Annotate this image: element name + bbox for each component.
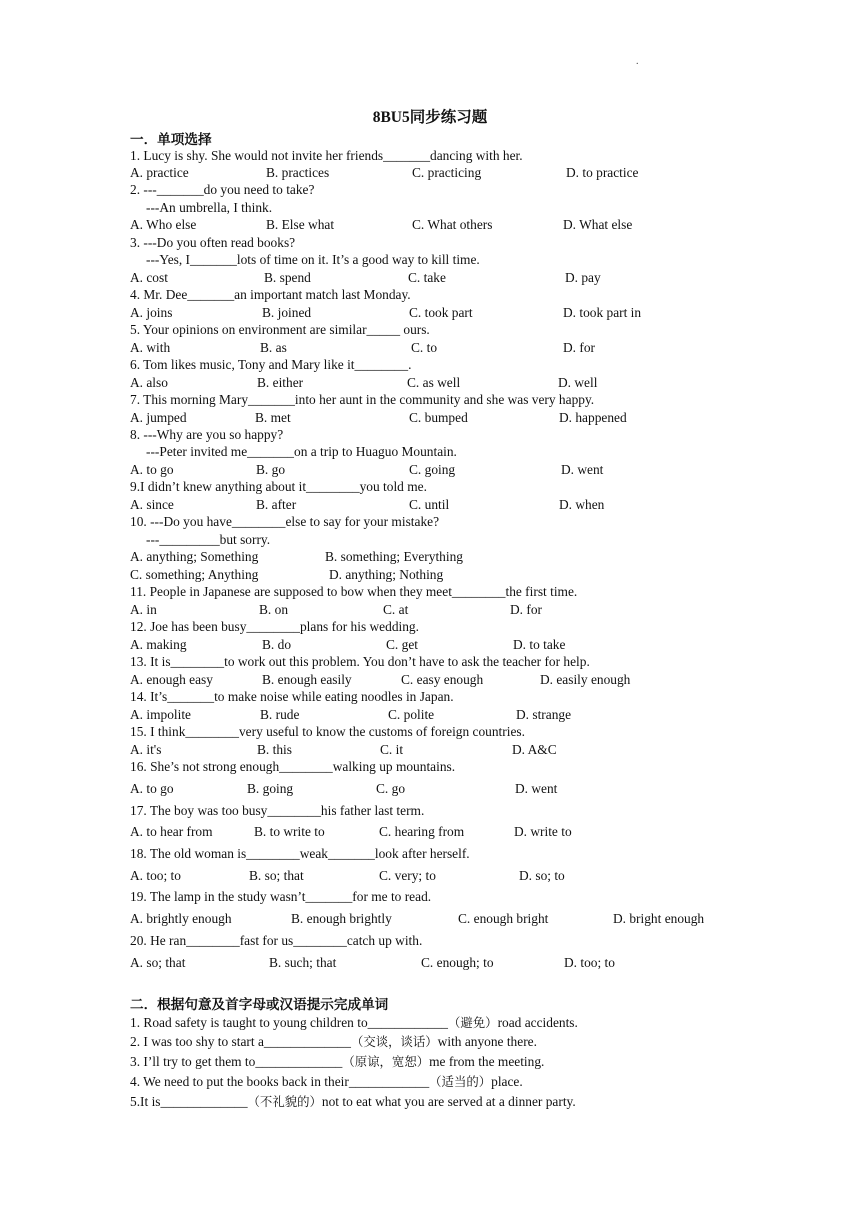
option-c: C. took part bbox=[409, 305, 473, 320]
question-stem: 5. Your opinions on environment are similar_____ ours. bbox=[130, 322, 430, 337]
question-stem: 3. ---Do you often read books? bbox=[130, 235, 296, 250]
fill-in-item: 2. I was too shy to start a_____________（交谈，谈话）with anyone there. bbox=[130, 1034, 537, 1049]
option-d: D. so; to bbox=[519, 868, 565, 883]
option-c: C. as well bbox=[407, 375, 461, 390]
question-stem: 2. ---_______do you need to take? bbox=[130, 182, 315, 197]
fill-in-item: 1. Road safety is taught to young children to____________（避免）road accidents. bbox=[130, 1015, 578, 1030]
option-d: D. when bbox=[559, 497, 605, 512]
option-b: B. joined bbox=[262, 305, 312, 320]
fill-in-item: 4. We need to put the books back in their____________（适当的）place. bbox=[130, 1074, 523, 1089]
option-b: B. something; Everything bbox=[325, 549, 463, 564]
option-c: C. get bbox=[386, 637, 418, 652]
option-c: C. enough bright bbox=[458, 911, 549, 926]
section-2-heading: 二．根据句意及首字母或汉语提示完成单词 bbox=[130, 997, 389, 1013]
option-b: B. such; that bbox=[269, 955, 337, 970]
option-c: C. very; to bbox=[379, 868, 436, 883]
option-a: A. Who else bbox=[130, 217, 197, 232]
option-b: B. spend bbox=[264, 270, 311, 285]
option-b: B. go bbox=[256, 462, 286, 477]
option-b: B. rude bbox=[260, 707, 300, 722]
option-c: C. at bbox=[383, 602, 409, 617]
fill-in-item: 5.It is_____________（不礼貌的）not to eat what you are served at a dinner party. bbox=[130, 1094, 576, 1109]
question-stem: ---Peter invited me_______on a trip to Huaguo Mountain. bbox=[146, 444, 457, 459]
question-stem: 19. The lamp in the study wasn’t_______for me to read. bbox=[130, 889, 432, 904]
option-a: A. since bbox=[130, 497, 174, 512]
option-b: B. either bbox=[257, 375, 304, 390]
option-b: B. met bbox=[255, 410, 291, 425]
option-d: D. well bbox=[558, 375, 598, 390]
option-d: D. easily enough bbox=[540, 672, 631, 687]
option-c: C. until bbox=[409, 497, 450, 512]
option-b: B. Else what bbox=[266, 217, 335, 232]
option-c: C. it bbox=[380, 742, 404, 757]
question-stem: 14. It’s_______to make noise while eating noodles in Japan. bbox=[130, 689, 454, 704]
option-d: D. A&C bbox=[512, 742, 557, 757]
option-a: A. making bbox=[130, 637, 187, 652]
option-a: A. practice bbox=[130, 165, 189, 180]
option-b: B. this bbox=[257, 742, 292, 757]
question-stem: 1. Lucy is shy. She would not invite her friends_______dancing with her. bbox=[130, 148, 523, 163]
question-stem: 6. Tom likes music, Tony and Mary like it________. bbox=[130, 357, 412, 372]
option-c: C. What others bbox=[412, 217, 493, 232]
option-b: B. enough brightly bbox=[291, 911, 392, 926]
option-d: D. pay bbox=[565, 270, 601, 285]
option-c: C. easy enough bbox=[401, 672, 484, 687]
option-d: D. too; to bbox=[564, 955, 615, 970]
option-d: D. write to bbox=[514, 824, 572, 839]
question-stem: 11. People in Japanese are supposed to bow when they meet________the first time. bbox=[130, 584, 578, 599]
option-c: C. hearing from bbox=[379, 824, 465, 839]
question-stem: 16. She’s not strong enough________walking up mountains. bbox=[130, 759, 456, 774]
option-a: A. joins bbox=[130, 305, 173, 320]
option-b: B. on bbox=[259, 602, 289, 617]
option-c: C. go bbox=[376, 781, 406, 796]
option-a: A. impolite bbox=[130, 707, 191, 722]
question-stem: 8. ---Why are you so happy? bbox=[130, 427, 284, 442]
question-stem: 12. Joe has been busy________plans for his wedding. bbox=[130, 619, 419, 634]
page-title: 8BU5同步练习题 bbox=[372, 109, 488, 126]
option-a: A. to go bbox=[130, 781, 174, 796]
option-d: D. for bbox=[563, 340, 595, 355]
option-a: A. it's bbox=[130, 742, 162, 757]
option-b: B. practices bbox=[266, 165, 330, 180]
option-b: B. after bbox=[256, 497, 297, 512]
option-d: D. bright enough bbox=[613, 911, 705, 926]
option-d: D. happened bbox=[559, 410, 627, 425]
option-c: C. take bbox=[408, 270, 446, 285]
question-stem: 13. It is________to work out this problem. You don’t have to ask the teacher for help. bbox=[130, 654, 590, 669]
option-d: D. took part in bbox=[563, 305, 642, 320]
option-a: A. brightly enough bbox=[130, 911, 232, 926]
option-a: A. in bbox=[130, 602, 157, 617]
question-stem: 20. He ran________fast for us________catch up with. bbox=[130, 933, 423, 948]
option-c: C. going bbox=[409, 462, 456, 477]
option-b: B. as bbox=[260, 340, 287, 355]
option-a: A. with bbox=[130, 340, 171, 355]
option-d: D. went bbox=[561, 462, 604, 477]
option-a: A. to go bbox=[130, 462, 174, 477]
option-a: A. so; that bbox=[130, 955, 186, 970]
option-d: D. for bbox=[510, 602, 542, 617]
option-d: D. went bbox=[515, 781, 558, 796]
option-b: B. enough easily bbox=[262, 672, 352, 687]
option-d: D. What else bbox=[563, 217, 633, 232]
option-b: B. to write to bbox=[254, 824, 325, 839]
option-c: C. bumped bbox=[409, 410, 468, 425]
fill-in-item: 3. I’ll try to get them to_____________（原谅，宽恕）me from the meeting. bbox=[130, 1054, 545, 1069]
question-stem: 15. I think________very useful to know the customs of foreign countries. bbox=[130, 724, 525, 739]
option-c: C. something; Anything bbox=[130, 567, 259, 582]
question-stem: 9.I didn’t knew anything about it________you told me. bbox=[130, 479, 427, 494]
option-a: A. to hear from bbox=[130, 824, 213, 839]
option-b: B. going bbox=[247, 781, 294, 796]
option-b: B. so; that bbox=[249, 868, 304, 883]
option-a: A. enough easy bbox=[130, 672, 213, 687]
question-stem: 7. This morning Mary_______into her aunt in the community and she was very happy. bbox=[130, 392, 595, 407]
option-c: C. to bbox=[411, 340, 438, 355]
question-stem: 10. ---Do you have________else to say for your mistake? bbox=[130, 514, 440, 529]
question-stem: ---_________but sorry. bbox=[146, 532, 271, 547]
option-a: A. also bbox=[130, 375, 168, 390]
option-a: A. jumped bbox=[130, 410, 187, 425]
option-c: C. polite bbox=[388, 707, 435, 722]
question-stem: ---An umbrella, I think. bbox=[146, 200, 273, 215]
option-d: D. to practice bbox=[566, 165, 639, 180]
option-d: D. strange bbox=[516, 707, 572, 722]
option-c: C. enough; to bbox=[421, 955, 494, 970]
question-stem: ---Yes, I_______lots of time on it. It’s a good way to kill time. bbox=[146, 252, 480, 267]
question-stem: 17. The boy was too busy________his father last term. bbox=[130, 803, 425, 818]
option-b: B. do bbox=[262, 637, 292, 652]
option-a: A. too; to bbox=[130, 868, 181, 883]
option-a: A. anything; Something bbox=[130, 549, 259, 564]
question-stem: 4. Mr. Dee_______an important match last Monday. bbox=[130, 287, 411, 302]
option-d: D. anything; Nothing bbox=[329, 567, 444, 582]
section-1-heading: 一．单项选择 bbox=[130, 132, 212, 148]
option-a: A. cost bbox=[130, 270, 168, 285]
option-d: D. to take bbox=[513, 637, 566, 652]
option-c: C. practicing bbox=[412, 165, 482, 180]
question-stem: 18. The old woman is________weak_______look after herself. bbox=[130, 846, 470, 861]
page-dot: . bbox=[636, 56, 639, 67]
